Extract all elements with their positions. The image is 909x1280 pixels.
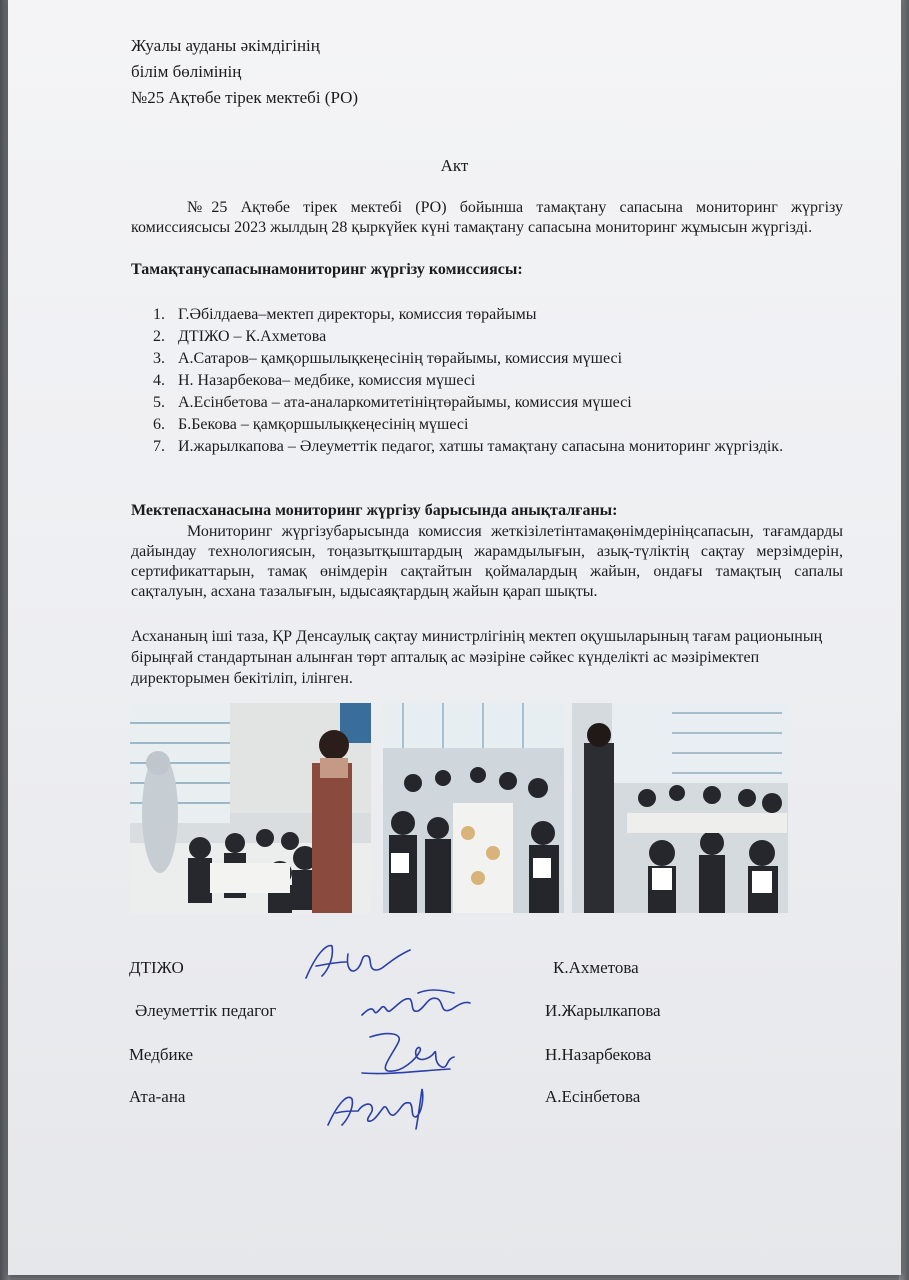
signature-row bbox=[8, 958, 901, 988]
intro-paragraph: №25 Ақтөбе тірек мектебі (РО) бойынша тамақтану сапасына мониторинг жүргізу комиссиясысы 2023 жылдың 28 қыркүйек күні тамақтану сапасына мониторинг жұмысын жүргізді. bbox=[131, 199, 843, 236]
signer-role: Ата-ана bbox=[129, 1087, 186, 1106]
document-title: Акт bbox=[440, 156, 469, 175]
findings-heading: Мектепасханасына мониторинг жүргізу барысында анықталғаны: bbox=[131, 502, 618, 519]
findings-paragraph: Мониторинг жүргізубарысында комиссия жеткізілетінтамақөнімдерініңсапасын, тағамдарды дайындау технологиясын, тоңазытқыштардың жарамдылығын, азық-түліктің сақтау мерзімдерін, сертификаттарын, тамақ өнімдерін сақтайтын қоймалардың жайын, ондағы тамақтың сапалы сақталуын, асхана тазалығын, ыдысаяқтардың жайын қарап шықты. bbox=[131, 523, 843, 600]
document-page bbox=[8, 0, 901, 1275]
canteen-photo-3 bbox=[572, 703, 788, 913]
header-line-1: Жуалы ауданы әкімдігінің bbox=[131, 36, 320, 55]
member-item: 7. И.жарылкапова – Әлеуметтік педагог, хатшы тамақтану сапасына мониторинг жүргіздік. bbox=[153, 438, 784, 455]
commission-members-list bbox=[153, 304, 833, 458]
conclusion-paragraph: Асхананың іші таза, ҚР Денсаулық сақтау министрлігінің мектеп оқушыларының тағам рационының бірыңғай стандартынан алынған төрт апталық ас мәзіріне сәйкес күнделікті ас мәзірімектеп директорымен бекітіліп, ілінген. bbox=[131, 628, 823, 687]
canteen-photo-1 bbox=[130, 703, 371, 913]
signer-role: Әлеуметтік педагог bbox=[135, 1001, 277, 1020]
commission-heading: Тамақтанусапасынамониторинг жүргізу комиссиясы: bbox=[131, 261, 523, 278]
member-item: 2. ДТІЖО – К.Ахметова bbox=[153, 328, 327, 345]
canteen-photo-2 bbox=[383, 703, 564, 913]
signer-name: А.Есінбетова bbox=[545, 1087, 641, 1106]
signer-name: Н.Назарбекова bbox=[545, 1045, 652, 1064]
handwritten-signature bbox=[358, 985, 473, 1029]
member-item: 4. Н. Назарбекова– медбике, комиссия мүшесі bbox=[153, 372, 476, 389]
member-item: 1. Г.Әбілдаева–мектеп директоры, комиссия төрайымы bbox=[153, 306, 537, 323]
member-item: 3. А.Сатаров– қамқоршылықкеңесінің төрайымы, комиссия мүшесі bbox=[153, 350, 623, 367]
handwritten-signature bbox=[358, 1029, 458, 1079]
header-line-3: №25 Ақтөбе тірек мектебі (РО) bbox=[131, 88, 359, 107]
handwritten-signature bbox=[298, 940, 413, 984]
signature-row bbox=[8, 1001, 901, 1031]
header-line-2: білім бөлімінің bbox=[131, 62, 242, 81]
handwritten-signature bbox=[318, 1083, 433, 1133]
signer-name: И.Жарылкапова bbox=[545, 1001, 661, 1020]
member-item: 5. А.Есінбетова – ата-аналаркомитетініңтөрайымы, комиссия мүшесі bbox=[153, 394, 632, 411]
document-header bbox=[131, 33, 358, 111]
signer-role: ДТІЖО bbox=[129, 958, 184, 977]
signature-row bbox=[8, 1087, 901, 1117]
signature-row bbox=[8, 1045, 901, 1075]
signer-role: Медбике bbox=[129, 1045, 193, 1064]
signer-name: К.Ахметова bbox=[553, 958, 639, 977]
member-item: 6. Б.Бекова – қамқоршылықкеңесінің мүшесі bbox=[153, 416, 469, 433]
